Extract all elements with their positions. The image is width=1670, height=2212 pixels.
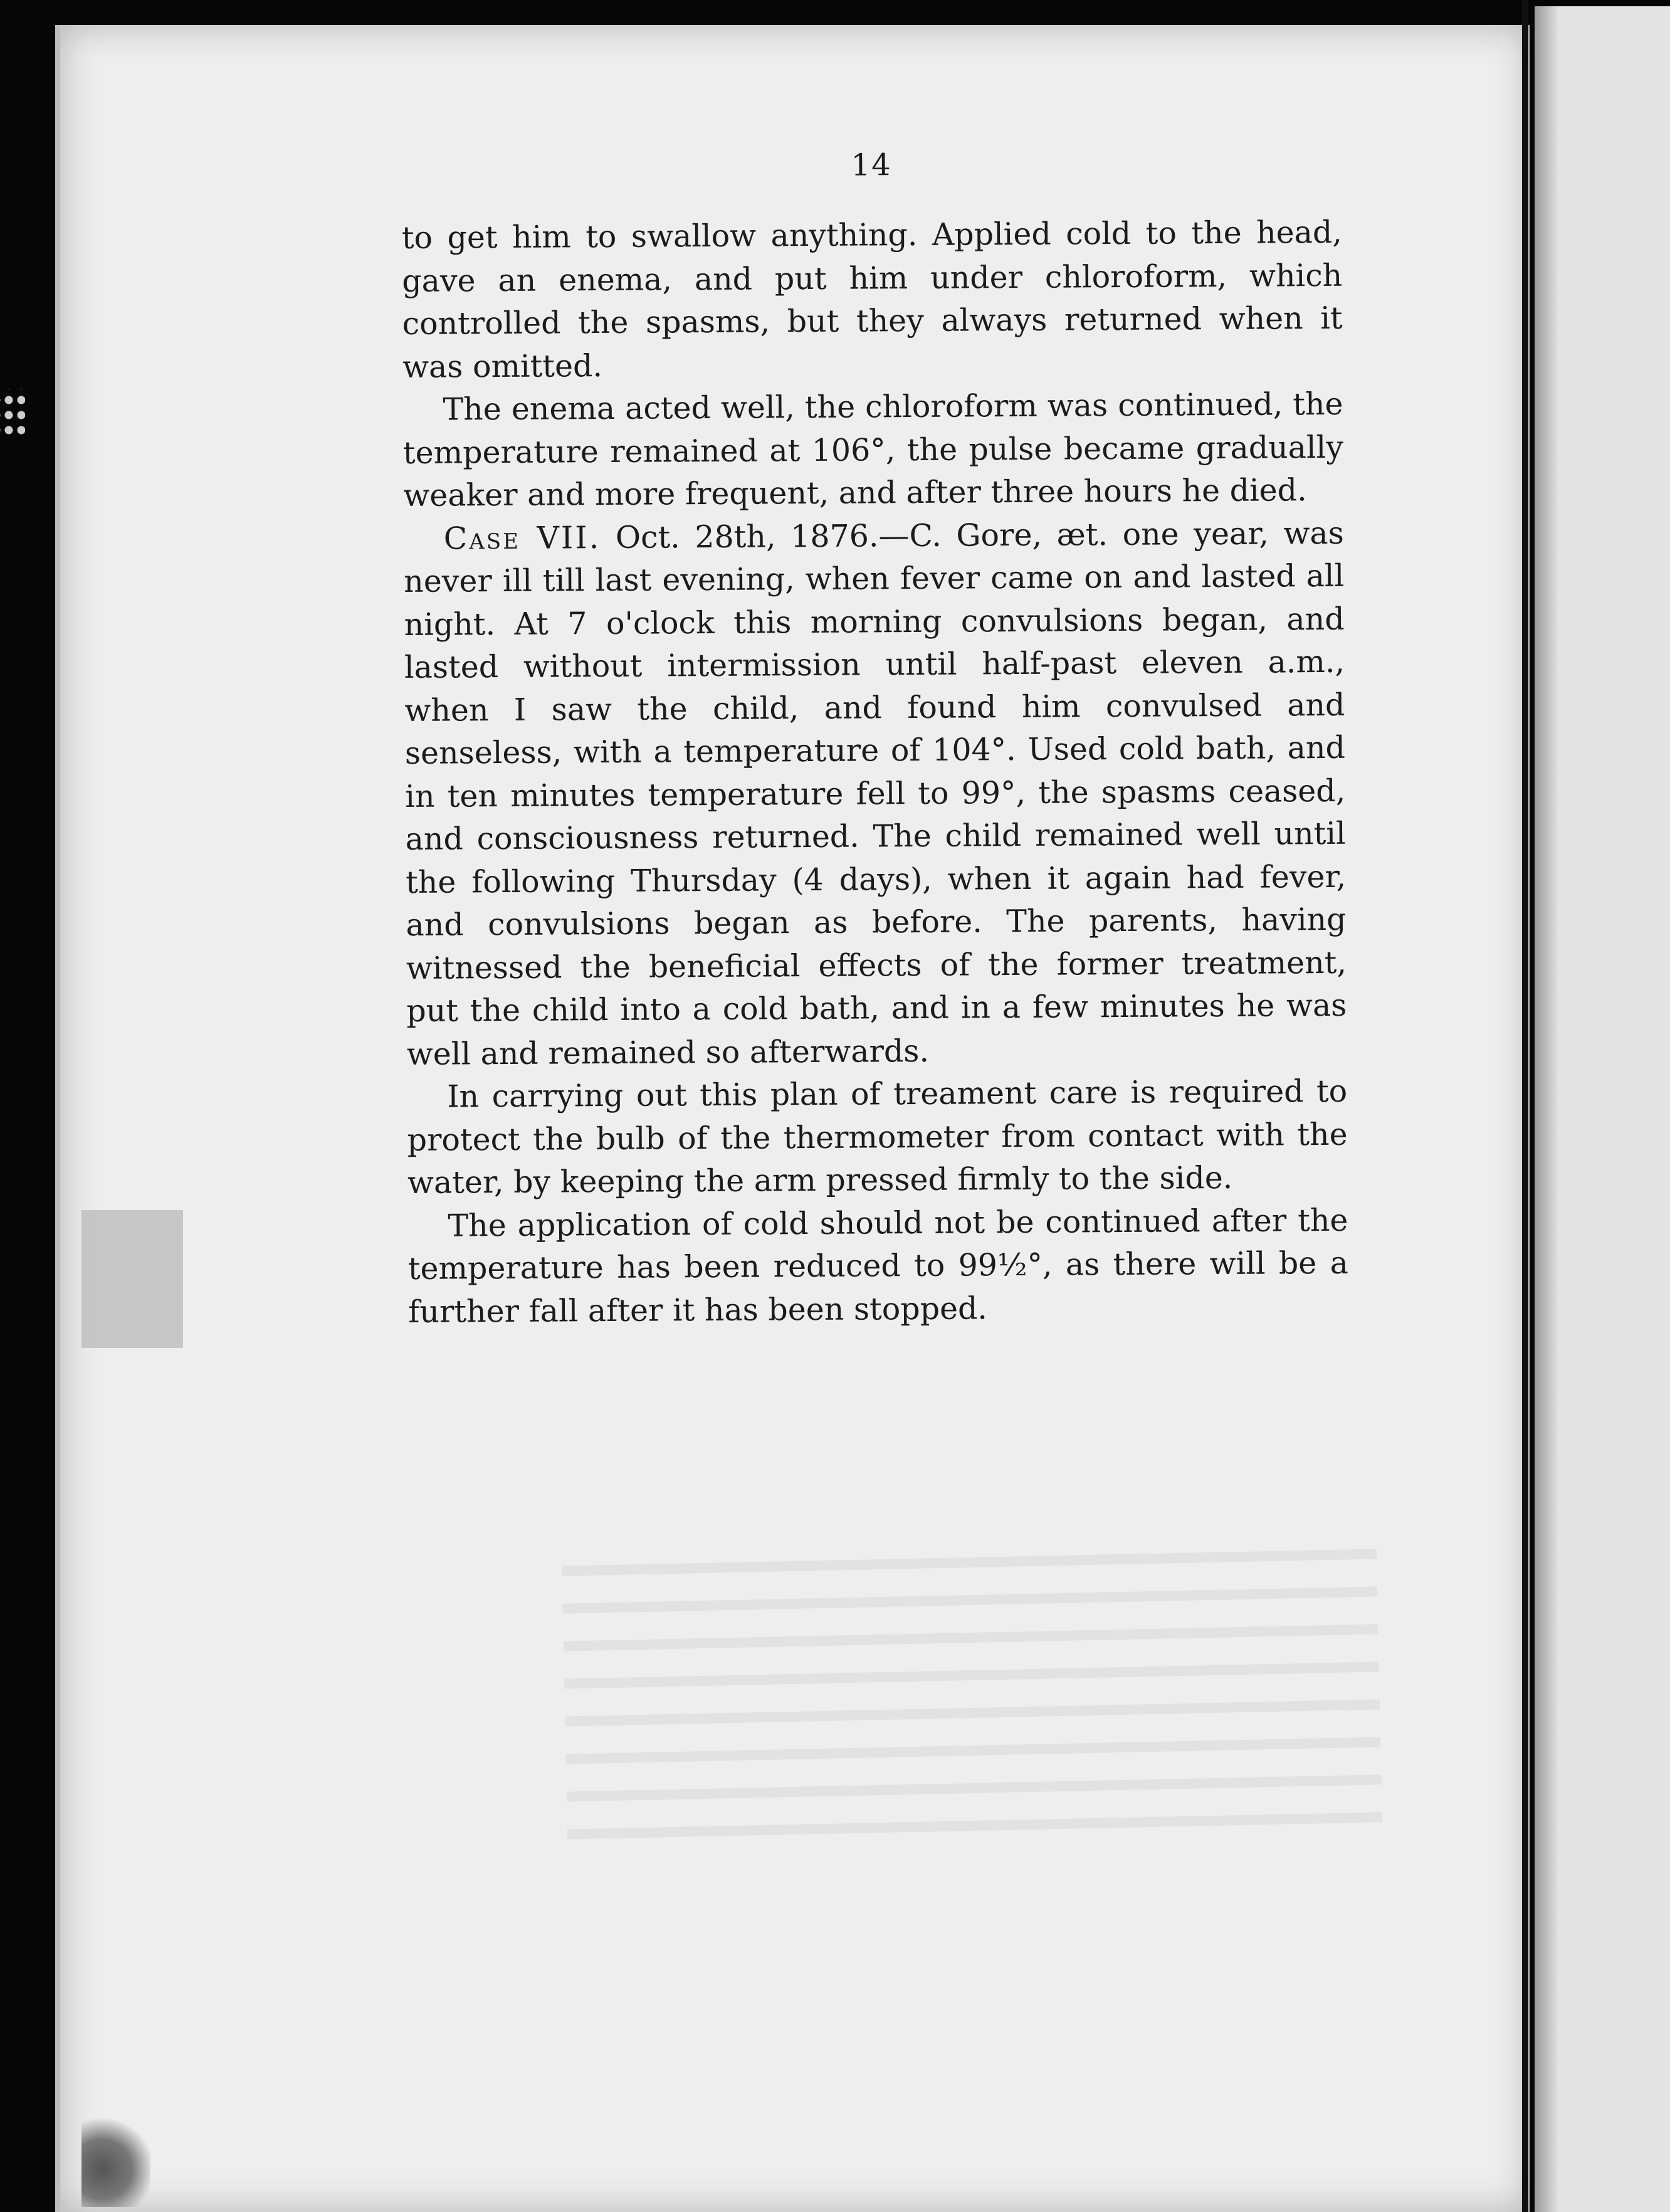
paper-stain [81, 1210, 183, 1348]
paragraph-case-vii [404, 512, 1347, 1076]
adjacent-page-shadow [1535, 6, 1560, 2212]
case-heading: Case VII. [443, 519, 601, 557]
bleed-through-text [561, 1521, 1382, 1839]
page-corner-damage [81, 2113, 150, 2207]
paragraph-text: The enema acted well, the chloroform was continued, the temperature remained at 106°, the pulse became gradually weaker and more frequent, and after three hours he died. [402, 386, 1344, 514]
paragraph-continuation [402, 211, 1343, 389]
paragraph-text: The application of cold should not be continued after the temperature has been reduced to 99½°, as there will be a further fall after it has been stopped. [407, 1202, 1349, 1330]
paragraph-cold-application [407, 1199, 1348, 1334]
paragraph-text: In carrying out this plan of treament care is required to protect the bulb of the thermometer from contact with the water, by keeping the arm pressed firmly to the side. [407, 1073, 1348, 1201]
page-number: 14 [851, 147, 892, 183]
paragraph-treatment-care [407, 1070, 1348, 1205]
film-specks [0, 389, 25, 439]
paragraph-enema-result [402, 383, 1343, 518]
paragraph-text: to get him to swallow anything. Applied cold to the head, gave an enema, and put him under chloroform, which controlled the spasms, but they always returned when it was omitted. [401, 214, 1343, 385]
page-content [401, 145, 1348, 1334]
paragraph-text: Oct. 28th, 1876.—C. Gore, æt. one year, was never ill till last evening, when fever came on and lasted all night. At 7 o'clock this morning convulsions began, and lasted without intermission until half-past eleven a.m., when I saw the child, and found him convulsed and senseless, with a temperature of 104°. Used cold bath, and in ten minutes temperature fell to 99°, the spasms ceased, and consciousness returned. The child remained well until the following Thursday (4 days), when it again had fever, and convulsions began as before. The parents, having witnessed the beneficial effects of the former treatment, put the child into a cold bath, and in a few minutes he was well and remained so afterwards. [404, 515, 1347, 1072]
binding-gutter [1522, 0, 1528, 2212]
